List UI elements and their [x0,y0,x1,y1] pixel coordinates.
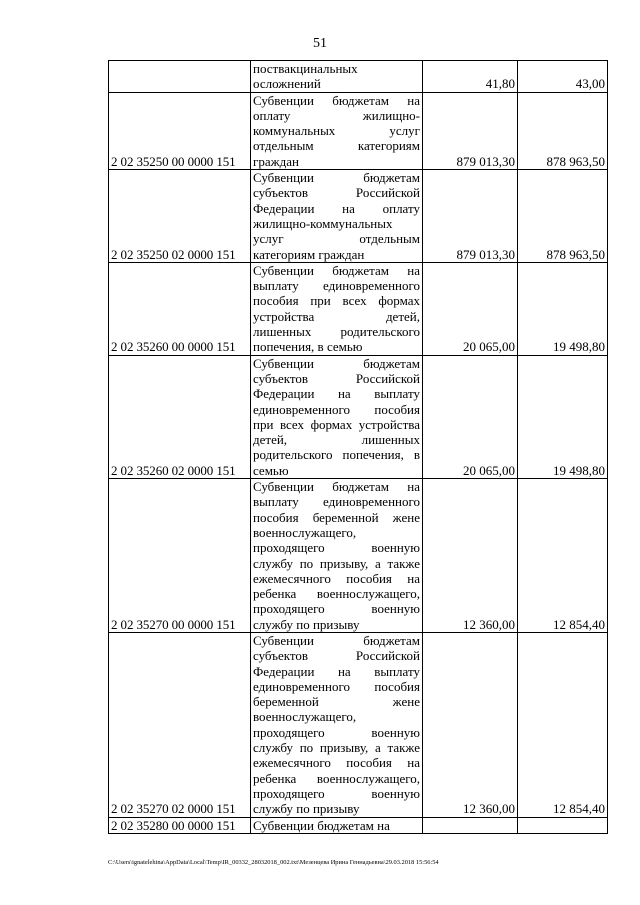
amount-2019-cell: 12 360,00 [423,632,518,817]
budget-table [108,60,608,834]
revenue-name-line: осложнений [253,76,321,92]
revenue-name-line: службу по призыву [253,801,360,817]
revenue-name-line: единовременного пособия [253,401,420,417]
revenue-name-line: субъектов Российской [253,185,420,201]
revenue-name-line: службу по призыву [253,616,360,632]
budget-code-cell: 2 02 35260 00 0000 151 [109,262,251,355]
amount-2020-cell: 12 854,40 [518,632,608,817]
revenue-name-line: выплату единовременного [253,494,420,510]
revenue-name-line: Субвенции бюджетам на [253,262,420,278]
revenue-name-line: военнослужащего, [253,709,357,725]
revenue-name-line: проходящего военную [253,724,420,740]
page-number: 51 [313,36,327,51]
revenue-name-line: Федерации на выплату [253,663,420,679]
amount-2019-cell: 20 065,00 [423,355,518,478]
revenue-name-line: военнослужащего, [253,524,357,540]
table-row [109,170,608,263]
revenue-name-line: Федерации на оплату [253,200,420,216]
revenue-name-line: проходящего военную [253,785,420,801]
footer-file-path: C:\Users\ignatelehina\AppData\Local\Temp\IR_00332_28032018_002.txt\Мезенцева Ирина Геннадьевна\29.03.2018 15:56:54 [108,859,439,866]
revenue-name-cell [251,479,423,633]
revenue-name-line: пособия при всех формах [253,293,420,309]
revenue-name-cell [251,61,423,93]
table-row [109,355,608,478]
revenue-name-line: Субвенции бюджетам на [253,92,420,108]
revenue-name-line: субъектов Российской [253,648,420,664]
budget-table-body [109,61,608,834]
revenue-name-cell [251,817,423,833]
revenue-name-cell [251,355,423,478]
revenue-name-line: Субвенции бюджетам [253,170,420,186]
budget-code-cell: 2 02 35250 02 0000 151 [109,170,251,263]
amount-2020-cell: 12 854,40 [518,479,608,633]
revenue-name-line: услуг отдельным [253,231,420,247]
budget-code-cell: 2 02 35270 00 0000 151 [109,479,251,633]
revenue-name-line: выплату единовременного [253,278,420,294]
revenue-name-line: беременной жене [253,694,420,710]
revenue-name-line: коммунальных услуг [253,123,420,139]
budget-code-cell: 2 02 35260 02 0000 151 [109,355,251,478]
revenue-name-cell [251,632,423,817]
amount-2019-cell: 879 013,30 [423,92,518,169]
revenue-name-line: Федерации на выплату [253,386,420,402]
amount-2019-cell [423,817,518,833]
revenue-name-line: службу по призыву, а также [253,740,420,756]
revenue-name-line: службу по призыву, а также [253,555,420,571]
revenue-name-line: проходящего военную [253,540,420,556]
table-row [109,262,608,355]
revenue-name-line: устройства детей, [253,308,420,324]
revenue-name-line: Субвенции бюджетам на [253,479,420,495]
revenue-name-line: субъектов Российской [253,370,420,386]
amount-2019-cell: 41,80 [423,61,518,93]
amount-2020-cell: 19 498,80 [518,355,608,478]
revenue-name-line: проходящего военную [253,601,420,617]
budget-code-cell [109,61,251,93]
revenue-name-line: граждан [253,153,299,169]
revenue-name-line: ежемесячного пособия на [253,755,420,771]
revenue-name-line: категориям граждан [253,246,365,262]
revenue-name-line: Субвенции бюджетам на [253,817,390,833]
revenue-name-line: лишенных родительского [253,324,420,340]
revenue-name-line: отдельным категориям [253,138,420,154]
revenue-name-line: ежемесячного пособия на [253,570,420,586]
table-row [109,61,608,93]
amount-2019-cell: 879 013,30 [423,170,518,263]
revenue-name-line: единовременного пособия [253,678,420,694]
revenue-name-line: ребенка военнослужащего, [253,770,420,786]
amount-2020-cell: 19 498,80 [518,262,608,355]
amount-2020-cell: 878 963,50 [518,170,608,263]
revenue-name-line: поствакцинальных [253,61,358,76]
revenue-name-line: родительского попечения, в [253,447,420,463]
revenue-name-line: пособия беременной жене [253,509,420,525]
budget-code-cell: 2 02 35270 02 0000 151 [109,632,251,817]
amount-2019-cell: 12 360,00 [423,479,518,633]
revenue-name-cell [251,92,423,169]
amount-2020-cell: 43,00 [518,61,608,93]
revenue-name-line: при всех формах устройства [253,416,420,432]
revenue-name-line: попечения, в семью [253,339,363,355]
revenue-name-line: семью [253,462,289,478]
revenue-name-cell [251,170,423,263]
table-row [109,479,608,633]
revenue-name-line: Субвенции бюджетам [253,632,420,648]
revenue-name-line: ребенка военнослужащего, [253,586,420,602]
revenue-name-line: жилищно-коммунальных [253,215,393,231]
amount-2020-cell: 878 963,50 [518,92,608,169]
revenue-name-line: детей, лишенных [253,432,420,448]
table-row [109,817,608,833]
budget-code-cell: 2 02 35280 00 0000 151 [109,817,251,833]
table-row [109,92,608,169]
table-row [109,632,608,817]
amount-2019-cell: 20 065,00 [423,262,518,355]
revenue-name-line: оплату жилищно- [253,107,420,123]
revenue-name-line: Субвенции бюджетам [253,355,420,371]
revenue-name-cell [251,262,423,355]
amount-2020-cell [518,817,608,833]
budget-code-cell: 2 02 35250 00 0000 151 [109,92,251,169]
